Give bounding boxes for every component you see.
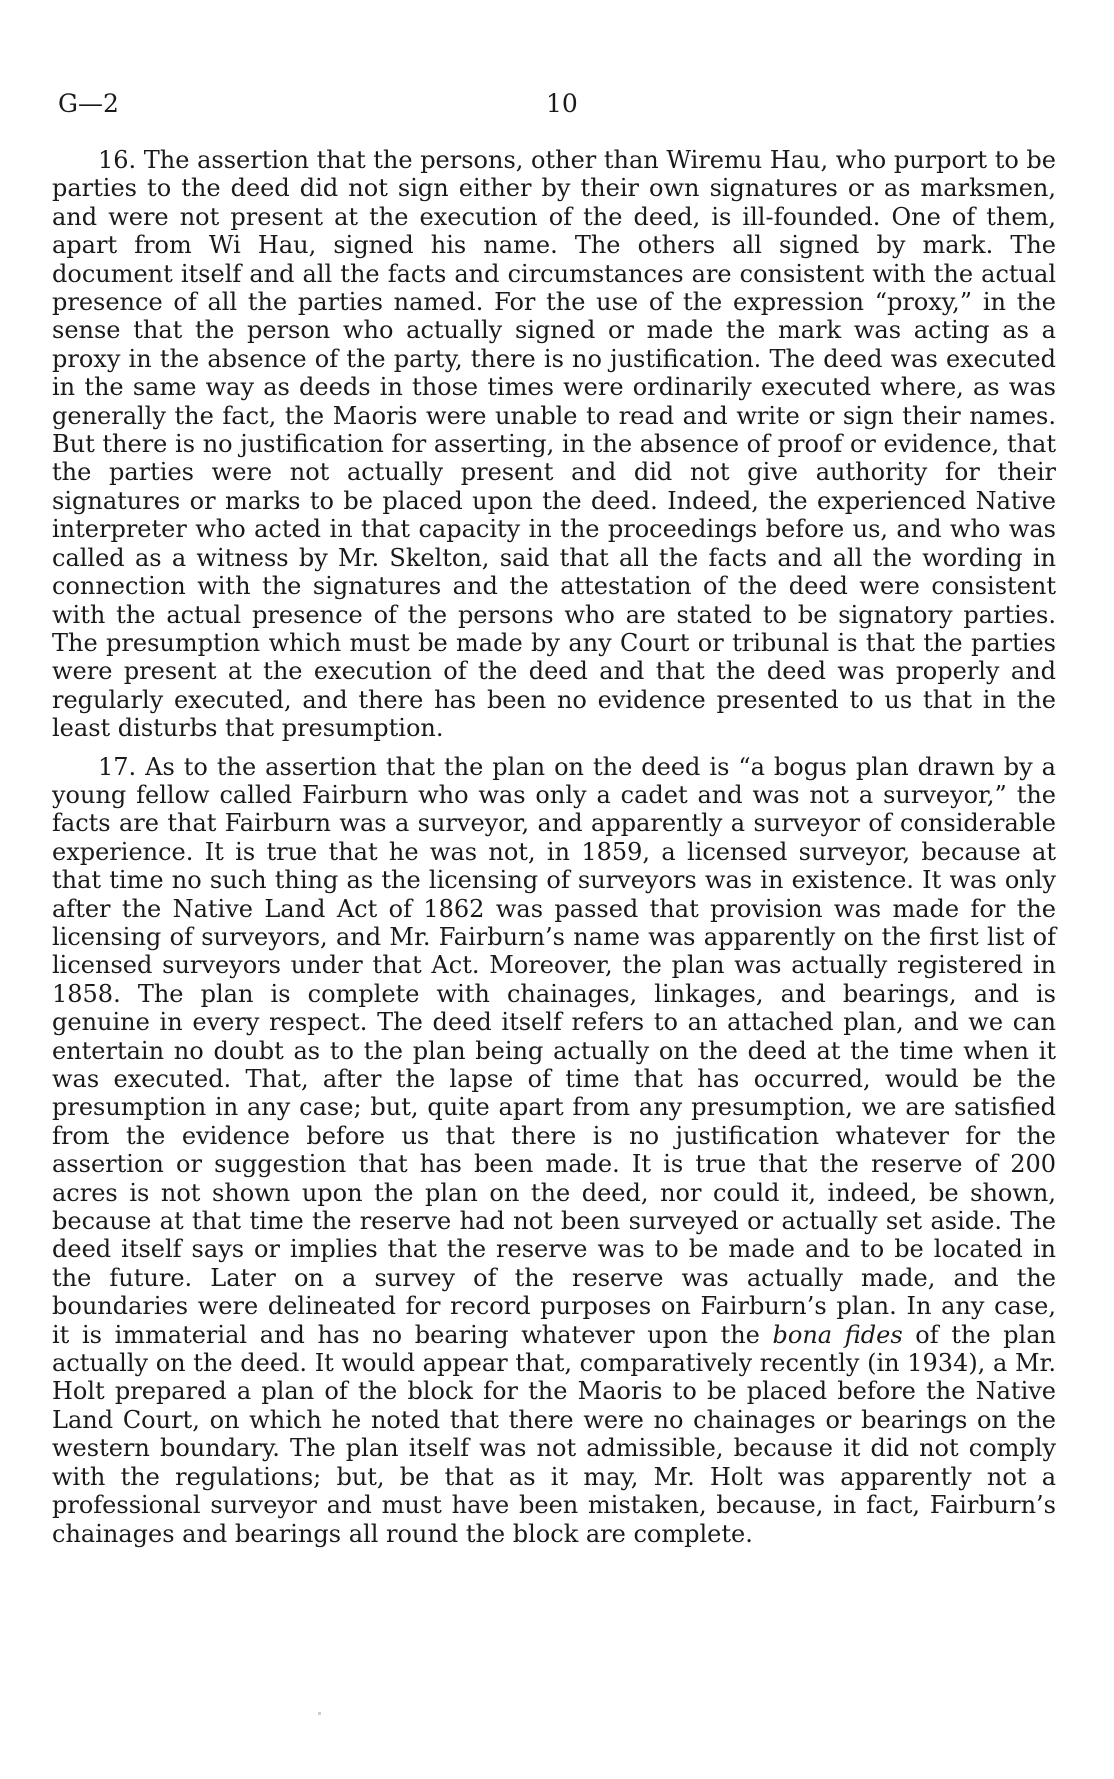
page-header <box>58 86 1056 122</box>
paragraph-17-italic-term: bona fides <box>772 1320 903 1349</box>
page-speck <box>318 1712 321 1715</box>
paragraph-17-text-after: of the plan actually on the deed. It would appear that, comparatively recently (in 1934), a Mr. Holt prepared a plan of the block for the Maoris to be placed before the Native Land Court, on which he noted that there were no chainages or bearings on the western boundary. The plan itself was not admissible, because it did not comply with the regulations; but, be that as it may, Mr. Holt was apparently not a professional surveyor and must have been mistaken, because, in fact, Fairburn’s chainages and bearings all round the block are complete. <box>52 1320 1056 1548</box>
paragraph-17 <box>52 753 1056 1548</box>
body-text <box>52 146 1056 1548</box>
paragraph-16: 16. The assertion that the persons, other than Wiremu Hau, who purport to be parties to the deed did not sign either by their own signatures or as marksmen, and were not present at the execution of the deed, is ill-founded. One of them, apart from Wi Hau, signed his name. The others all signed by mark. The document itself and all the facts and circumstances are consistent with the actual presence of all the parties named. For the use of the expression “proxy,” in the sense that the person who actually signed or made the mark was acting as a proxy in the absence of the party, there is no justification. The deed was executed in the same way as deeds in those times were ordinarily executed where, as was generally the fact, the Maoris were unable to read and write or sign their names. But there is no justification for asserting, in the absence of proof or evidence, that the parties were not actually present and did not give authority for their signatures or marks to be placed upon the deed. Indeed, the experienced Native interpreter who acted in that capacity in the proceedings before us, and who was called as a witness by Mr. Skelton, said that all the facts and all the wording in connection with the signatures and the attestation of the deed were consistent with the actual presence of the persons who are stated to be signatory parties. The presumption which must be made by any Court or tribunal is that the parties were present at the execution of the deed and that the deed was properly and regularly executed, and there has been no evidence presented to us that in the least disturbs that presumption. <box>52 146 1056 743</box>
page-number: 10 <box>546 89 578 118</box>
document-reference: G—2 <box>58 89 119 118</box>
paragraph-17-text-before: 17. As to the assertion that the plan on the deed is “a bogus plan drawn by a young fellow called Fairburn who was only a cadet and was not a surveyor,” the facts are that Fairburn was a surveyor, and apparently a surveyor of considerable experience. It is true that he was not, in 1859, a licensed surveyor, because at that time no such thing as the licensing of surveyors was in existence. It was only after the Native Land Act of 1862 was passed that provision was made for the licensing of surveyors, and Mr. Fairburn’s name was apparently on the first list of licensed surveyors under that Act. Moreover, the plan was actually registered in 1858. The plan is complete with chainages, linkages, and bearings, and is genuine in every respect. The deed itself refers to an attached plan, and we can entertain no doubt as to the plan being actually on the deed at the time when it was executed. That, after the lapse of time that has occurred, would be the presumption in any case; but, quite apart from any presumption, we are satisfied from the evidence before us that there is no justification whatever for the assertion or suggestion that has been made. It is true that the reserve of 200 acres is not shown upon the plan on the deed, nor could it, indeed, be shown, because at that time the reserve had not been surveyed or actually set aside. The deed itself says or implies that the reserve was to be made and to be located in the future. Later on a survey of the reserve was actually made, and the boundaries were delineated for record purposes on Fairburn’s plan. In any case, it is immaterial and has no bearing whatever upon the <box>52 752 1056 1349</box>
